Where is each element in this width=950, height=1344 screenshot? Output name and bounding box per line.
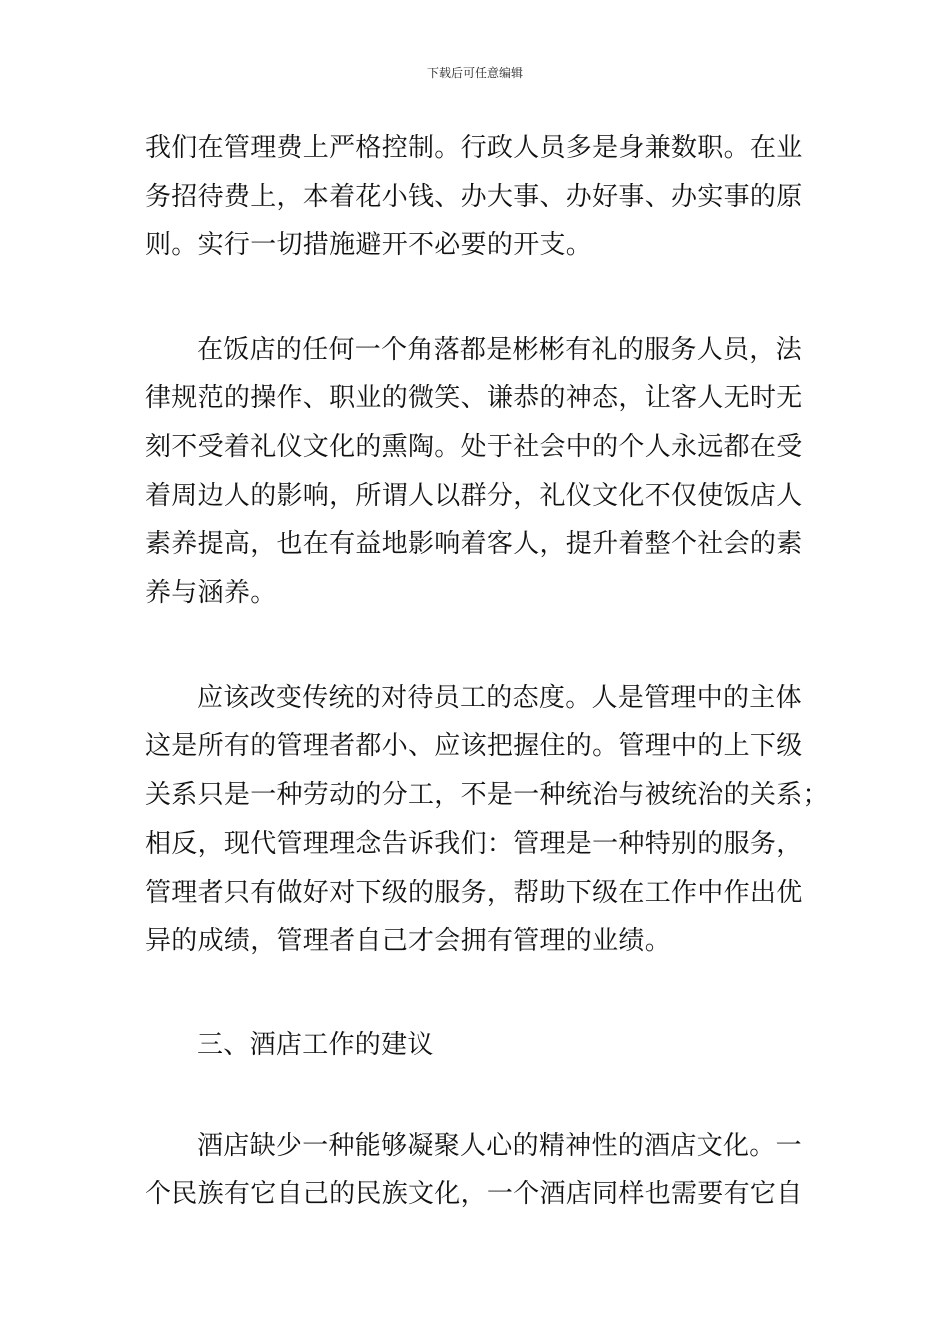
text-line: 应该改变传统的对待员工的态度。人是管理中的主体 [197, 683, 802, 713]
text-line: 我们在管理费上严格控制。行政人员多是身兼数职。在业 [145, 133, 803, 163]
text-line: 律规范的操作、职业的微笑、谦恭的神态，让客人无时无 [145, 383, 803, 413]
text-line: 务招待费上，本着花小钱、办大事、办好事、办实事的原 [145, 182, 803, 212]
text-line: 则。实行一切措施避开不必要的开支。 [145, 230, 593, 260]
text-line: 个民族有它自己的民族文化，一个酒店同样也需要有它自 [145, 1179, 803, 1209]
text-line: 这是所有的管理者都小、应该把握住的。管理中的上下级 [145, 731, 803, 761]
text-line: 异的成绩，管理者自己才会拥有管理的业绩。 [145, 926, 672, 956]
text-line: 酒店缺少一种能够凝聚人心的精神性的酒店文化。一 [197, 1131, 802, 1161]
text-line: 在饭店的任何一个角落都是彬彬有礼的服务人员，法 [197, 335, 802, 365]
page-header-note: 下载后可任意编辑 [426, 66, 523, 80]
text-line: 关系只是一种劳动的分工，不是一种统治与被统治的关系； [145, 780, 829, 810]
text-line: 素养提高，也在有益地影响着客人，提升着整个社会的素 [145, 529, 803, 559]
text-line: 管理者只有做好对下级的服务，帮助下级在工作中作出优 [145, 878, 803, 908]
text-line: 养与涵养。 [145, 578, 277, 608]
text-line: 着周边人的影响，所谓人以群分，礼仪文化不仅使饭店人 [145, 481, 803, 511]
text-line: 刻不受着礼仪文化的熏陶。处于社会中的个人永远都在受 [145, 432, 803, 462]
text-line: 相反，现代管理理念告诉我们：管理是一种特别的服务， [145, 829, 803, 859]
section-heading: 三、酒店工作的建议 [197, 1030, 434, 1060]
